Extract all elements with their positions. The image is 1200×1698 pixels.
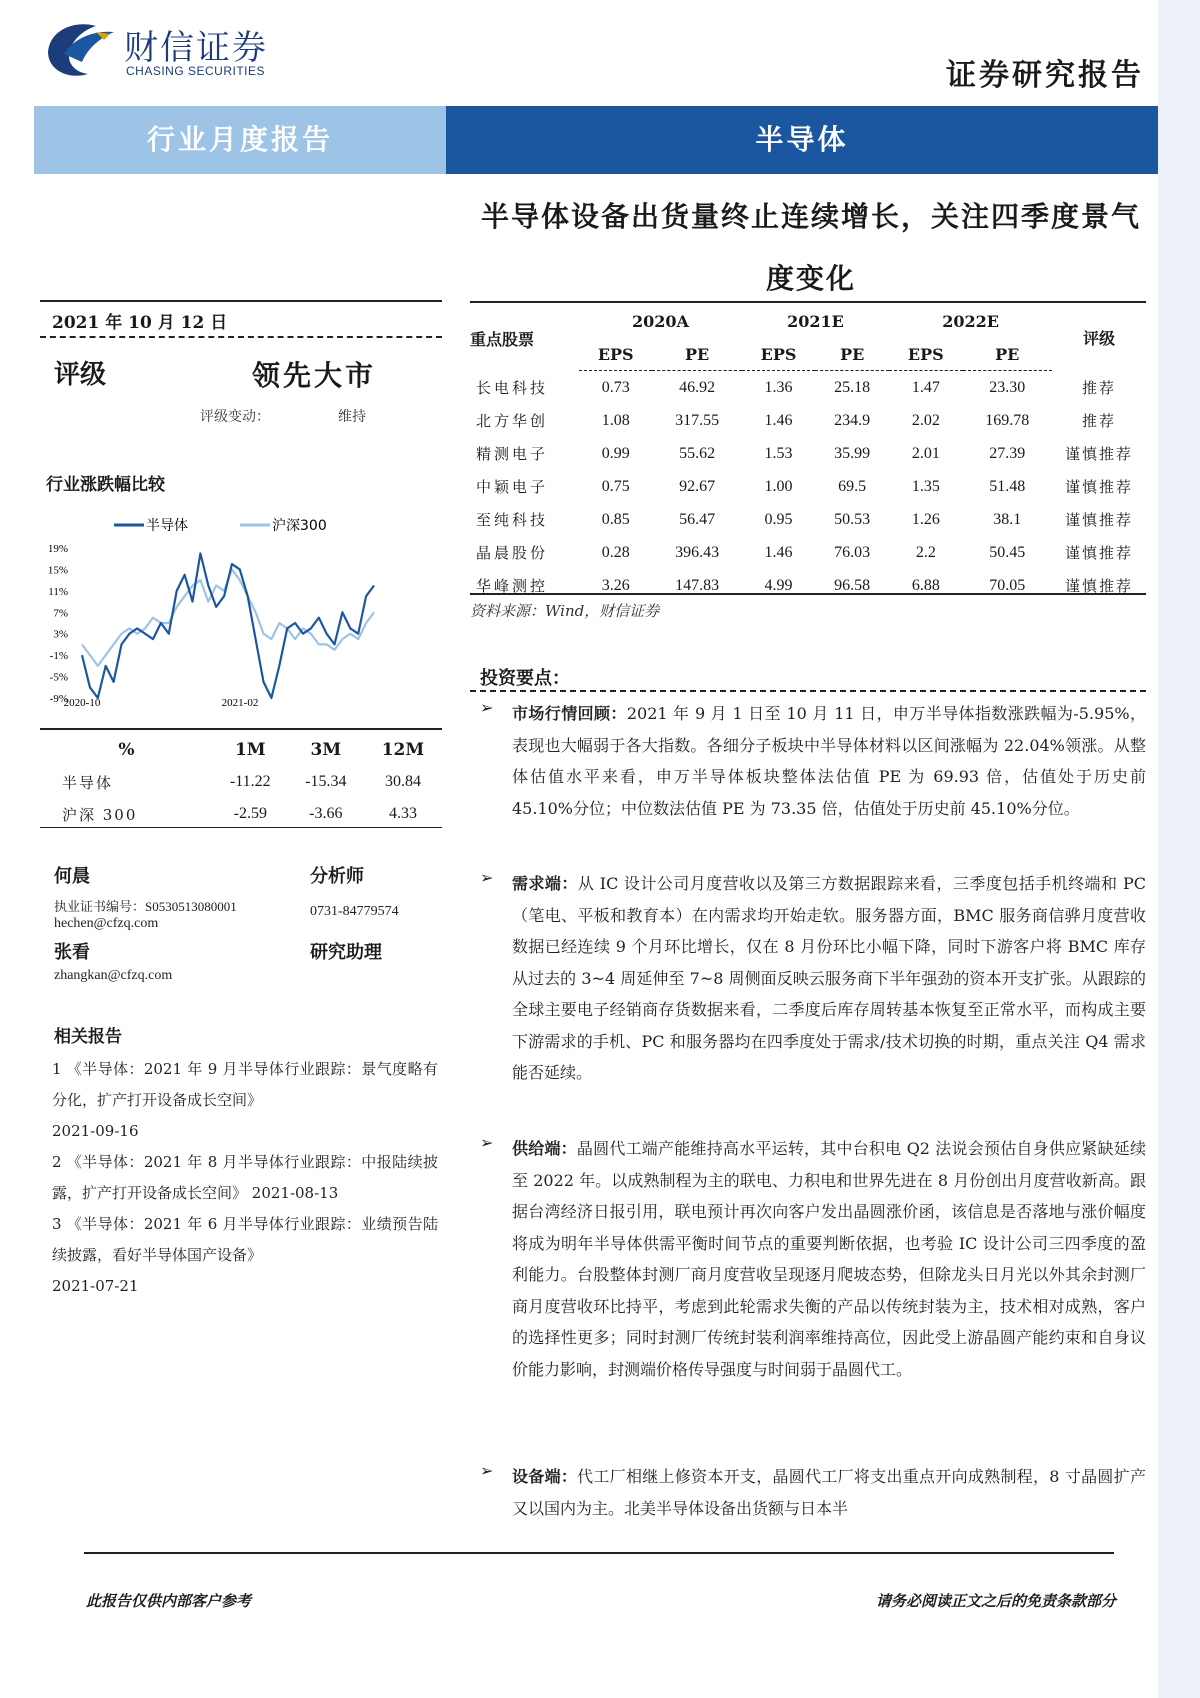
cell-pe: 317.55: [675, 411, 720, 429]
column-header-pe: PE: [963, 338, 1052, 371]
cell-eps: 1.26: [911, 510, 940, 528]
cell-eps: 1.47: [911, 378, 940, 396]
column-header-year: 2020A: [631, 311, 689, 331]
bullet-label: 市场行情回顾：: [512, 704, 627, 723]
logo-text-en: CHASING SECURITIES: [126, 64, 266, 78]
divider: [40, 827, 442, 828]
cell-eps: 1.08: [601, 411, 630, 429]
related-report-3[interactable]: [52, 1209, 438, 1302]
column-header-rating: 评级: [1082, 328, 1115, 348]
cell-pe: 46.92: [679, 378, 716, 396]
cell-eps: 2.02: [911, 411, 940, 429]
x-tick-label: 2020-10: [63, 697, 101, 708]
analyst-email-1[interactable]: hechen@cfzq.com: [54, 916, 159, 931]
cell-pe: 25.18: [834, 378, 871, 396]
bullet-text: [512, 1461, 1146, 1524]
arrow-bullet-icon: ➢: [480, 1461, 494, 1480]
cell-eps: 1.36: [764, 378, 793, 396]
performance-table: [40, 734, 442, 830]
page-margin-band: [1158, 0, 1200, 1698]
report-title-line-2: 度变化: [765, 262, 856, 295]
cell-3m: -15.34: [305, 773, 347, 790]
related-report-2[interactable]: [52, 1147, 438, 1209]
cell-pe: 92.67: [679, 477, 716, 495]
column-header-eps: EPS: [742, 338, 815, 371]
cell-eps: 2.01: [911, 444, 940, 462]
analyst-cert-1: 执业证书编号：S0530513080001: [54, 899, 237, 914]
related-report-1-date: 2021-09-16: [52, 1122, 139, 1140]
footer-divider: [84, 1552, 1114, 1554]
cell-1m: -11.22: [229, 773, 271, 790]
legend-label-semi: 半导体: [146, 518, 188, 534]
column-header-eps: EPS: [579, 338, 652, 371]
y-tick-label: 7%: [53, 607, 68, 620]
stock-name: 精测电子: [476, 445, 549, 463]
bullet-body: 从 IC 设计公司月度营收以及第三方数据跟踪来看，三季度包括手机终端和 PC（笔电、平板和教育本）在内需求均开始走软。服务器方面，BMC 服务商信骅月度营收数据已经连续 9 个月环比增长，仅在 8 月份环比小幅下降，同时下游客户将 BMC 库存从过去的 3~4 周延伸至 7~8 周侧面反映云服务商下半年强劲的资本开支扩张。从跟踪的全球主要电子经销商存货数据来看，二季度后库存周转基本恢复至正常水平，而构成主要下游需求的手机、PC 和服务器均在四季度处于需求/技术切换的时期，重点关注 Q4 需求能否延续。: [512, 874, 1146, 1082]
cell-pe: 35.99: [834, 444, 871, 462]
cell-eps: 1.00: [764, 477, 793, 495]
key-stocks-table: [470, 304, 1146, 602]
stock-rating: 推荐: [1081, 378, 1116, 397]
stock-name: 华峰测控: [476, 577, 549, 595]
analyst-role-2: 研究助理: [310, 942, 382, 963]
divider: [40, 728, 442, 730]
column-header-pe: PE: [652, 338, 741, 371]
table-row: [470, 437, 1146, 470]
footer-right: 请务必阅读正文之后的免责条款部分: [875, 1592, 1116, 1610]
x-tick-label: 2021-02: [221, 697, 259, 708]
arrow-bullet-icon: ➢: [480, 1133, 494, 1152]
table-source: 资料来源：Wind，财信证券: [470, 602, 660, 620]
cell-eps: 1.46: [764, 411, 793, 429]
stock-name: 晶晨股份: [476, 544, 549, 562]
related-heading: 相关报告: [54, 1027, 122, 1047]
cell-pe: 396.43: [675, 543, 720, 561]
bullet-body: 晶圆代工端产能维持高水平运转，其中台积电 Q2 法说会预估自身供应紧缺延续至 2022 年。以成熟制程为主的联电、力积电和世界先进在 8 月份创出月度营收新高。跟据台湾经济日报引用，联电预计再次向客户发出晶圆涨价函，该信息是否落地与涨价幅度将成为明年半导体供需平衡时间节点的重要判断依据，也考验 IC 设计公司三四季度的盈利能力。台股整体封测厂商月度营收呈现逐月爬坡态势，但除龙头日月光以外其余封测厂商月度营收环比持平，考虑到此轮需求失衡的产品以传统封装为主，技术相对成熟，客户的选择性更多；同时封测厂传统封装利润率维持高位，因此受上游晶圆产能约束和自身议价能力影响，封测端价格传导强度与时间弱于晶圆代工。: [512, 1139, 1146, 1379]
stock-name: 长电科技: [476, 378, 549, 397]
column-header-eps: EPS: [889, 338, 962, 371]
compare-heading: 行业涨跌幅比较: [46, 475, 165, 495]
related-report-1-title: 1 《半导体：2021 年 9 月半导体行业跟踪：景气度略有分化，扩产打开设备成长空间》: [52, 1060, 438, 1109]
analyst-email-2[interactable]: zhangkan@cfzq.com: [54, 968, 173, 983]
related-report-3-title: 3 《半导体：2021 年 6 月半导体行业跟踪：业绩预告陆续披露，看好半导体国产设备》: [52, 1215, 438, 1264]
y-tick-label: 3%: [53, 628, 68, 641]
stock-rating: 推荐: [1081, 412, 1116, 430]
related-report-1[interactable]: [52, 1054, 438, 1147]
cell-eps: 4.99: [764, 576, 793, 594]
column-header: 3M: [310, 740, 342, 760]
cell-pe: 169.78: [985, 411, 1030, 429]
analyst-name-2: 张看: [54, 942, 90, 963]
arrow-bullet-icon: ➢: [480, 698, 494, 717]
divider: [470, 593, 1146, 595]
cell-pe: 56.47: [679, 510, 716, 528]
column-header: 12M: [381, 740, 425, 760]
divider-dashed: [470, 690, 1146, 692]
cell-eps: 0.95: [764, 510, 793, 528]
cell-12m: 30.84: [384, 773, 421, 790]
table-row: [470, 569, 1146, 602]
cell-pe: 55.62: [679, 444, 716, 462]
cell-pe: 27.39: [989, 444, 1026, 462]
y-tick-label: -5%: [49, 671, 68, 684]
y-tick-label: 11%: [48, 585, 68, 598]
industry-band: 半导体: [446, 106, 1158, 174]
divider: [470, 301, 1146, 303]
column-header: %: [118, 740, 135, 760]
column-header: 1M: [234, 740, 266, 760]
cell-1m: -2.59: [233, 805, 267, 822]
analyst-role-1: 分析师: [310, 866, 364, 887]
cell-12m: 4.33: [388, 805, 417, 822]
y-tick-label: -1%: [49, 650, 68, 663]
table-row: [40, 766, 442, 798]
related-report-2-title: 2 《半导体：2021 年 8 月半导体行业跟踪：中报陆续披露，扩产打开设备成长空间》 2021-08-13: [52, 1153, 438, 1202]
cell-eps: 1.46: [764, 543, 793, 561]
stock-name: 至纯科技: [476, 511, 549, 529]
bullet-body: 2021 年 9 月 1 日至 10 月 11 日，申万半导体指数涨跌幅为-5.95%，表现也大幅弱于各大指数。各细分子板块中半导体材料以区间涨幅为 22.04%领涨。从整体估值水平来看，申万半导体板块整体法估值 PE 为 69.93 倍，估值处于历史前 45.10%分位；中位数法估值 PE 为 73.35 倍，估值处于历史前 45.10%分位。: [512, 704, 1146, 818]
row-name: 半导体: [62, 773, 114, 792]
cell-pe: 234.9: [834, 411, 871, 429]
stock-name: 中颖电子: [476, 478, 549, 496]
y-tick-label: 15%: [47, 564, 68, 577]
column-header-stock: 重点股票: [470, 330, 535, 350]
table-row: [470, 536, 1146, 569]
bullet-body: 代工厂相继上修资本开支，晶圆代工厂将支出重点开向成熟制程，8 寸晶圆扩产又以国内为主。北美半导体设备出货额与日本半: [512, 1467, 1146, 1518]
stock-name: 北方华创: [476, 412, 549, 430]
table-row: [470, 470, 1146, 503]
table-header-row: [40, 734, 442, 766]
logo-icon: [44, 18, 116, 80]
cell-pe: 76.03: [834, 543, 871, 561]
table-row: [470, 371, 1146, 405]
y-tick-label: 19%: [47, 543, 68, 555]
cell-eps: 2.2: [915, 543, 936, 561]
report-title-line-1: 半导体设备出货量终止连续增长，关注四季度景气: [480, 200, 1141, 233]
legend-label-hs300: 沪深300: [272, 518, 327, 534]
column-header-pe: PE: [815, 338, 889, 371]
cell-pe: 96.58: [834, 576, 871, 594]
report-type: 证券研究报告: [946, 58, 1144, 93]
cell-eps: 0.28: [601, 543, 630, 561]
cell-eps: 0.85: [601, 510, 630, 528]
cell-pe: 50.53: [834, 510, 871, 528]
cell-pe: 50.45: [989, 543, 1026, 561]
arrow-bullet-icon: ➢: [480, 868, 494, 887]
cell-pe: 51.48: [989, 477, 1026, 495]
column-header-year: 2021E: [787, 311, 844, 331]
table-row: [470, 503, 1146, 536]
divider: [40, 300, 442, 302]
divider-dashed: [40, 336, 442, 338]
table-row: [470, 404, 1146, 437]
bullet-label: 设备端：: [512, 1467, 578, 1486]
rating-value: 领先大市: [252, 359, 377, 392]
cell-pe: 69.5: [838, 477, 867, 495]
cell-eps: 3.26: [601, 576, 630, 594]
stock-rating: 谨慎推荐: [1064, 511, 1133, 529]
cell-eps: 0.73: [601, 378, 630, 396]
report-date: 2021 年 10 月 12 日: [52, 313, 228, 333]
stock-rating: 谨慎推荐: [1064, 544, 1133, 562]
bullet-label: 供给端：: [512, 1139, 577, 1158]
cell-3m: -3.66: [309, 805, 343, 822]
y-tick-label: -9%: [49, 693, 68, 705]
rating-label: 评级: [54, 360, 107, 390]
stock-rating: 谨慎推荐: [1064, 478, 1133, 496]
bullet-label: 需求端：: [512, 874, 578, 893]
logo-text-cn: 财信证券: [124, 28, 268, 68]
rating-change-value: 维持: [338, 409, 366, 425]
industry-compare-chart: [44, 508, 444, 708]
table-header-row: [470, 304, 1146, 338]
stock-rating: 谨慎推荐: [1064, 445, 1133, 463]
bullet-text: [512, 1133, 1146, 1385]
report-category-band: 行业月度报告: [34, 106, 446, 174]
bullet-text: [512, 868, 1146, 1089]
rating-change-label: 评级变动：: [200, 409, 270, 425]
investment-heading: 投资要点：: [480, 668, 570, 689]
stock-rating: 谨慎推荐: [1064, 577, 1133, 595]
analyst-name-1: 何晨: [54, 866, 90, 887]
analyst-phone-1: 0731-84779574: [310, 904, 399, 919]
cell-eps: 1.35: [911, 477, 940, 495]
cell-eps: 6.88: [911, 576, 940, 594]
row-name: 沪深 300: [62, 805, 138, 824]
chart-legend: [114, 517, 327, 534]
column-header-year: 2022E: [942, 311, 999, 331]
footer-left: 此报告仅供内部客户参考: [86, 1592, 252, 1610]
cell-eps: 1.53: [764, 444, 793, 462]
related-report-3-date: 2021-07-21: [52, 1277, 139, 1295]
cell-eps: 0.99: [601, 444, 630, 462]
cell-eps: 0.75: [601, 477, 630, 495]
table-row: [40, 798, 442, 830]
cell-pe: 147.83: [675, 576, 720, 594]
series-line-semiconductor: [82, 553, 374, 698]
cell-pe: 23.30: [989, 378, 1026, 396]
report-title: [466, 186, 1156, 310]
bullet-text: [512, 698, 1146, 824]
cell-pe: 38.1: [993, 510, 1022, 528]
cell-pe: 70.05: [989, 576, 1026, 594]
